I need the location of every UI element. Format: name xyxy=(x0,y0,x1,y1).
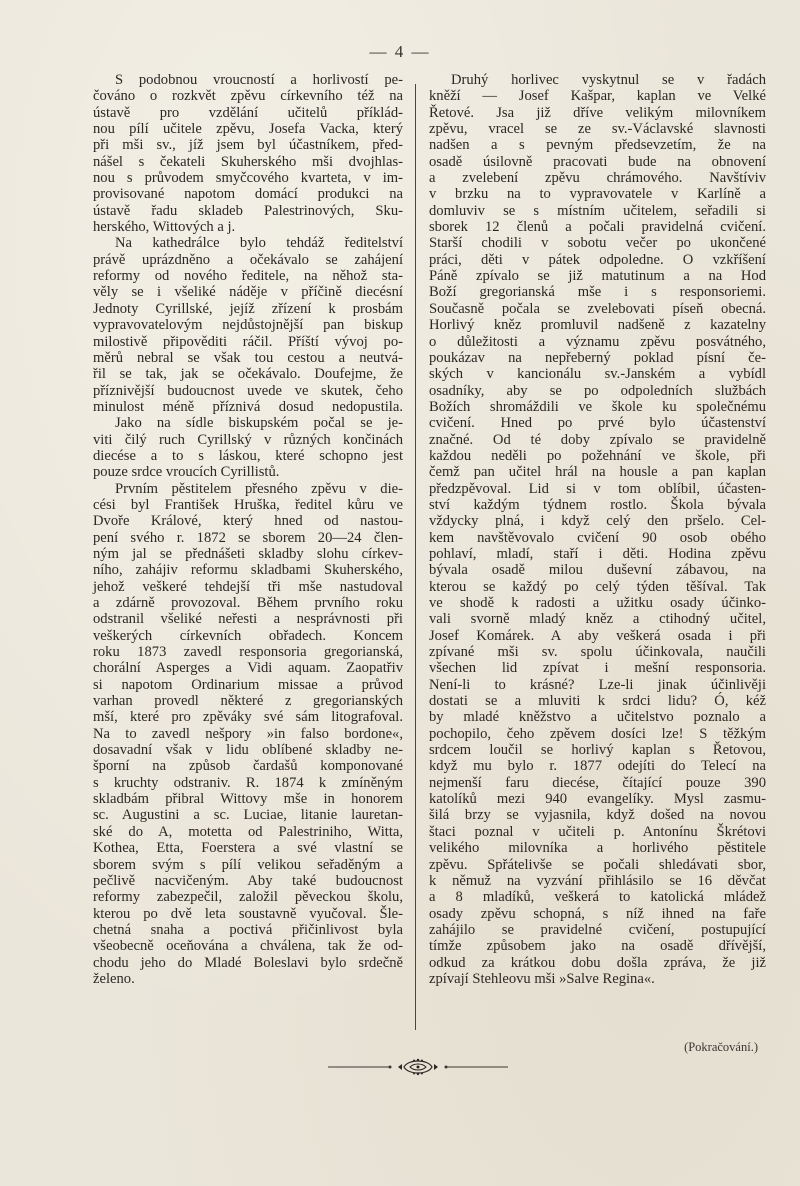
text-line: při mši sv., jíž jsem byl účastníkem, před- xyxy=(93,137,403,154)
right-column xyxy=(429,72,766,987)
text-line: Dvoře Králové, který hned od nastou- xyxy=(93,513,403,530)
text-line: štaci poznal v učiteli p. Antonínu Škrétovi xyxy=(429,823,766,840)
column-divider xyxy=(415,84,416,1030)
text-line: Páně zpívalo se již matutinum a na Hod xyxy=(429,268,766,285)
text-line: Jako na sídle biskupském počal se je- xyxy=(115,415,403,432)
text-line: katolíků mezi 940 evangelíky. Mysl zasmu- xyxy=(429,791,766,808)
text-line: osady zpěvu schopná, s níž ihned na faře xyxy=(429,905,766,922)
text-line: zpívané mši sv. spolu účinkovala, naučili xyxy=(429,644,766,661)
text-line: Na kathedrálce bylo tehdáž ředitelství xyxy=(115,235,403,252)
text-line: kterou se každý po celý týden těšíval. Tak xyxy=(429,578,766,595)
text-line: milostivě připověditi ráčil. Příští vývoj po- xyxy=(93,333,403,350)
text-line: ního, zahájiv reformu skladbami Skuherského, xyxy=(93,562,403,579)
page-number: — 4 — xyxy=(369,42,431,61)
text-line: by mladé kněžstvo a učitelstvo poznalo a xyxy=(429,709,766,726)
text-line: Jednoty Cyrillské, jejíž zřízení k prosbám xyxy=(93,300,403,317)
text-line: o důležitosti a významu zpěvu posvátného, xyxy=(429,333,766,350)
text-line: Kothea, Etta, Foerstera a své vlastní se xyxy=(93,840,403,857)
text-line: ve shodě k radosti a užitku osady účinko- xyxy=(429,595,766,611)
text-line: šporní na způsob čardašů komponované xyxy=(93,758,403,775)
text-line: Josef Komárek. A aby veškerá osada i při xyxy=(429,627,766,644)
text-line: ské do A, motetta od Palestriniho, Witta, xyxy=(93,823,403,840)
text-line: chetná snaha a poctivá přičinlivost byla xyxy=(93,921,403,938)
text-line: Starší chodili v sobotu večer po ukončené xyxy=(429,235,766,252)
text-line: nadšen a s pevným předsevzetím, že na xyxy=(429,137,766,154)
decorative-divider-icon xyxy=(328,1055,508,1079)
text-line: nou s průvodem smyčcového kvarteta, v im- xyxy=(93,170,403,187)
text-line: vždycky plná, i když celý den pršelo. Cel- xyxy=(429,513,766,530)
text-line: veškerých církevních obřadech. Koncem xyxy=(93,627,403,644)
text-line: čováno o rozkvět zpěvu církevního též na xyxy=(93,88,403,105)
text-line: si napotom Ordinarium missae a průvod xyxy=(93,676,403,693)
text-line: srdcem loučil se horlivý kaplan s Řetovou, xyxy=(429,742,766,759)
text-line: osadě úsilovně pracovati bude na obnovení xyxy=(429,153,766,170)
text-line: Boží gregorianská mše i s responsoriemi. xyxy=(429,284,766,301)
text-line: tímže způsobem jako na osadě dřívější, xyxy=(429,938,766,955)
text-line: a zvelebení zpěvu chrámového. Navštíviv xyxy=(429,170,766,187)
text-line: Božích shromáždili ve škole ku společnému xyxy=(429,398,766,415)
text-line: všeobecně oceňována a chválena, tak že od- xyxy=(93,938,403,955)
text-line: s kruchty odstraniv. R. 1874 k zmíněným xyxy=(93,774,403,791)
text-line: předzpěvoval. Lid si v tom oblíbil, účasten- xyxy=(429,480,766,497)
text-line: Na to zavedl nešpory »in falso bordone«, xyxy=(93,725,403,742)
text-line: mší, které pro zpěváky své sám litografoval. xyxy=(93,709,403,726)
text-line: želeno. xyxy=(93,970,135,987)
text-line: čemž pan učitel hrál na housle a pan kaplan xyxy=(429,464,766,481)
text-line: pečlivě nacvičeným. Aby také budoucnost xyxy=(93,872,403,889)
text-line: cvičení. Hned po prvé bylo účastenství xyxy=(429,415,766,432)
text-line: odkud za krátkou dobu došla zpráva, že již xyxy=(429,954,766,971)
text-line: diecése a to s láskou, které schopno jest xyxy=(93,447,403,464)
text-line: osadníky, aby se po odpoledních službách xyxy=(429,382,766,399)
text-line: zpívají Stehleovu mši »Salve Regina«. xyxy=(429,970,655,987)
text-line: S podobnou vroucností a horlivostí pe- xyxy=(115,72,403,88)
text-line: právě uprázdněno a očekávalo se zahájení xyxy=(93,251,403,268)
text-line: šilá brzy se vyjasnila, když došed na novou xyxy=(429,807,766,824)
text-line: věly se i všeliké náděje v příčině diecésní xyxy=(93,284,403,301)
text-line: Řetové. Jsa již dříve velikým milovníkem xyxy=(429,104,766,121)
text-line: ství každým týdnem rostlo. Škola bývala xyxy=(429,496,766,513)
text-line: řil se tak, jak se očekávalo. Doufejme, že xyxy=(93,366,403,383)
text-line: cési byl František Hruška, ředitel kůru ve xyxy=(93,496,403,513)
text-line: dostati se a mluviti k srdci lidu? Ó, kéž xyxy=(429,693,766,710)
text-line: ústavě řadu skladeb Palestrinových, Sku- xyxy=(93,202,403,219)
text-line: jehož veškeré tehdejší tři mše nastudoval xyxy=(93,578,403,595)
text-line: Horlivý kněz promluvil nadšeně z kazatelny xyxy=(429,317,766,334)
text-line: skladbám přibral Wittovy mše in honorem xyxy=(93,791,403,808)
text-line: měrů nebral se však tou cestou a neutvá- xyxy=(93,349,403,366)
text-line: práci, děti v pátek odpoledne. O vzkříšení xyxy=(429,251,766,268)
text-line: vali svorně mladý kněz a ctihodný učitel, xyxy=(429,611,766,628)
text-line: v brzku na to vypravovatele v Karlíně a xyxy=(429,186,766,203)
continued-note: (Pokračování.) xyxy=(684,1040,758,1054)
text-line: varhan provedl některé z gregorianských xyxy=(93,693,403,710)
text-line: nou pílí učitele zpěvu, Josefa Vacka, který xyxy=(93,121,403,138)
text-line: herského, Wittových a j. xyxy=(93,219,236,236)
text-line: Druhý horlivec vyskytnul se v řadách xyxy=(451,72,766,88)
text-line: sborem svým s pílí velikou seřaděným a xyxy=(93,856,403,873)
text-line: provisované napotom domácí produkci na xyxy=(93,186,403,203)
text-line: značné. Od té doby zpívalo se pravidelně xyxy=(429,431,766,448)
text-line: chodu jeho do Mladé Boleslavi bylo srdečně xyxy=(93,954,403,971)
text-line: zpěvu. Spřátelivše se počali shledávati sbor, xyxy=(429,856,766,873)
text-line: Současně počala se zvelebovati píseň obecná. xyxy=(429,300,766,317)
text-line: sborek 12 členů a počali pravidelná cvičení. xyxy=(429,219,766,236)
text-line: reformy od nového ředitele, na něhož sta- xyxy=(93,268,403,285)
text-line: dosavadní však v lidu oblíbené skladby ne- xyxy=(93,742,403,759)
text-line: poukázav na nepřeberný poklad písní če- xyxy=(429,349,766,366)
text-line: odstranil všeliké neřesti a nesprávnosti při xyxy=(93,611,403,628)
text-line: ských v kancionálu sv.-Janském a vybídl xyxy=(429,366,766,383)
text-line: k němuž na vyzvání přihlásilo se 16 děvčat xyxy=(429,872,766,889)
text-line: zahájilo se pravidelné cvičení, postupující xyxy=(429,921,766,938)
text-line: roku 1873 zavedl responsoria gregorianská, xyxy=(93,644,403,661)
text-line: každou neděli po požehnání ve škole, při xyxy=(429,447,766,464)
text-line: když mu bylo r. 1877 odejíti do Telecí na xyxy=(429,758,766,775)
text-line: viti čilý ruch Cyrillský v různých končinách xyxy=(93,431,403,448)
text-line: kem navštěvovalo cvičení 90 osob obého xyxy=(429,529,766,546)
text-line: nejmenší faru diecése, čítající pouze 390 xyxy=(429,774,766,791)
text-line: pouze srdce vroucích Cyrillistů. xyxy=(93,464,280,481)
text-line: a zdárně provozoval. Během prvního roku xyxy=(93,595,403,611)
text-line: domluviv se s místním učitelem, seřadili si xyxy=(429,202,766,219)
text-line: chorální Asperges a Vidi aquam. Zaopatřiv xyxy=(93,660,403,677)
text-line: ústavě pro vzdělání učitelů příklád- xyxy=(93,104,403,121)
text-line: velikého milovníka a horlivého pěstitele xyxy=(429,840,766,857)
text-line: reformy zabezpečil, založil pěveckou školu, xyxy=(93,889,403,906)
text-line: pochopilo, čeho zpěvem dosíci lze! S těžkým xyxy=(429,725,766,742)
left-column xyxy=(93,72,403,987)
text-line: a 8 mladíků, veškerá to katolická mládež xyxy=(429,889,766,906)
text-line: vypravovatelovým nejdůstojnější pan biskup xyxy=(93,317,403,334)
text-line: příznivější budoucnost uvede ve skutek, čeho xyxy=(93,382,403,399)
text-line: Prvním pěstitelem přesného zpěvu v die- xyxy=(115,480,403,497)
text-line: kterou po dvě leta soustavně vyučoval. Šle- xyxy=(93,905,403,922)
text-line: všechen lid zpívat i mešní responsoria. xyxy=(429,660,766,677)
text-line: zpěvu, vracel se ze sv.-Václavské slavnosti xyxy=(429,121,766,138)
text-line: pohlaví, mladí, staří i děti. Hodina zpěvu xyxy=(429,545,766,562)
text-line: bývala osadě milou duševní zábavou, na xyxy=(429,562,766,579)
text-line: nášel s čekateli Skuherského mši dvojhlas- xyxy=(93,153,403,170)
text-line: pení svého r. 1872 se sborem 20—24 člen- xyxy=(93,529,403,546)
text-line: Není-li to krásné? Lze-li jinak účinlivěji xyxy=(429,676,766,693)
text-line: sc. Augustini a sc. Luciae, litanie lauretan- xyxy=(93,807,403,824)
text-line: minulost méně příznivá dosud nedopustila. xyxy=(93,398,403,415)
text-line: ným jal se přednášeti skladby slohu církev- xyxy=(93,545,403,562)
text-line: kněží — Josef Kašpar, kaplan ve Velké xyxy=(429,88,766,105)
